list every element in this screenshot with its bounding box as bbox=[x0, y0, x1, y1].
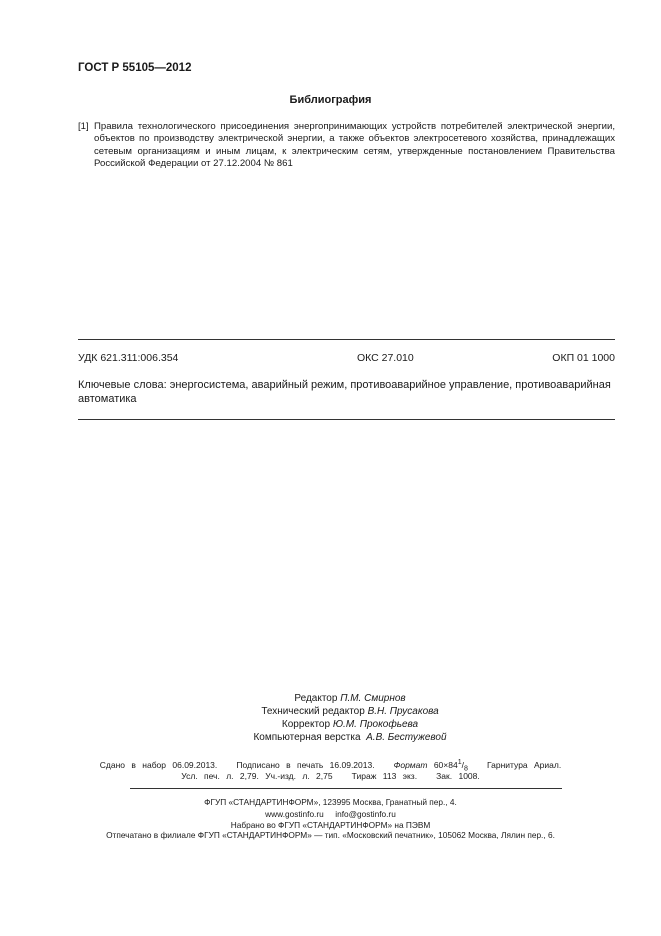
uch-izd: Уч.-изд. л. 2,75 bbox=[265, 771, 333, 781]
format-value: $60\times 84^1/_8$ bbox=[433, 758, 468, 773]
oks-code: ОКС 27.010 bbox=[356, 352, 414, 364]
keywords: Ключевые слова: энергосистема, аварийный режим, противоаварийное управление, противоаварийная автоматика bbox=[78, 379, 611, 405]
staff-line bbox=[230, 705, 470, 718]
format-value-main: 60×84 bbox=[433, 759, 458, 770]
staff-role: Редактор bbox=[294, 693, 338, 704]
typeface: Гарнитура Ариал. bbox=[487, 759, 562, 770]
staff-credits bbox=[230, 692, 470, 744]
usl-pech: Усл. печ. л. 2,79. bbox=[181, 771, 259, 781]
staff-role: Корректор bbox=[281, 719, 331, 730]
staff-name: П.М. Смирнов bbox=[340, 693, 406, 704]
publisher-divider bbox=[130, 788, 562, 789]
classification-row bbox=[78, 352, 615, 364]
format-label: Формат bbox=[393, 759, 428, 770]
document-code: ГОСТ Р 55105—2012 bbox=[78, 62, 192, 74]
staff-name: А.В. Бестужевой bbox=[366, 732, 447, 743]
typeset-note: Набрано во ФГУП «СТАНДАРТИНФОРМ» на ПЭВМ bbox=[230, 820, 431, 830]
format-frac-den: 8 bbox=[464, 764, 468, 773]
print-info-line-2 bbox=[0, 771, 661, 781]
reference-number: [1] bbox=[78, 121, 89, 132]
reference-text: Правила технологического присоединения энергопринимающих устройств потребителей электрической энергии, объектов по производству электрической энергии, а также объектов электросетевого хозяйства, принадлежащих сетевым организациям и иным лицам, к электрическим сетям, утвержденные постановлением Правительства Российской Федерации от 27.12.2004 № 861 bbox=[94, 121, 615, 170]
staff-role: Технический редактор bbox=[261, 706, 365, 717]
top-divider bbox=[78, 339, 615, 340]
publisher-address: ФГУП «СТАНДАРТИНФОРМ», 123995 Москва, Гранатный пер., 4. bbox=[204, 797, 457, 807]
signed-date: Подписано в печать 16.09.2013. bbox=[236, 759, 375, 770]
okp-code: ОКП 01 1000 bbox=[552, 352, 615, 364]
staff-role: Компьютерная верстка bbox=[253, 732, 361, 743]
udk-code: УДК 621.311:006.354 bbox=[78, 352, 179, 364]
tirazh: Тираж 113 экз. bbox=[351, 771, 418, 781]
submitted-date: Сдано в набор 06.09.2013. bbox=[99, 759, 218, 770]
bottom-divider bbox=[78, 419, 615, 420]
publisher-web: www.gostinfo.ru info@gostinfo.ru bbox=[265, 809, 396, 819]
staff-name: В.Н. Прусакова bbox=[367, 706, 439, 717]
format-frac-num: 1 bbox=[457, 758, 462, 766]
printed-note: Отпечатано в филиале ФГУП «СТАНДАРТИНФОРМ» — тип. «Московский печатник», 105062 Москва, Лялин пер., 6. bbox=[106, 830, 555, 840]
zakaz: Зак. 1008. bbox=[436, 771, 480, 781]
staff-line bbox=[230, 692, 470, 705]
staff-line bbox=[230, 718, 470, 731]
bibliography-title: Библиография bbox=[289, 94, 372, 106]
staff-line bbox=[230, 731, 470, 744]
staff-name: Ю.М. Прокофьева bbox=[332, 719, 419, 730]
